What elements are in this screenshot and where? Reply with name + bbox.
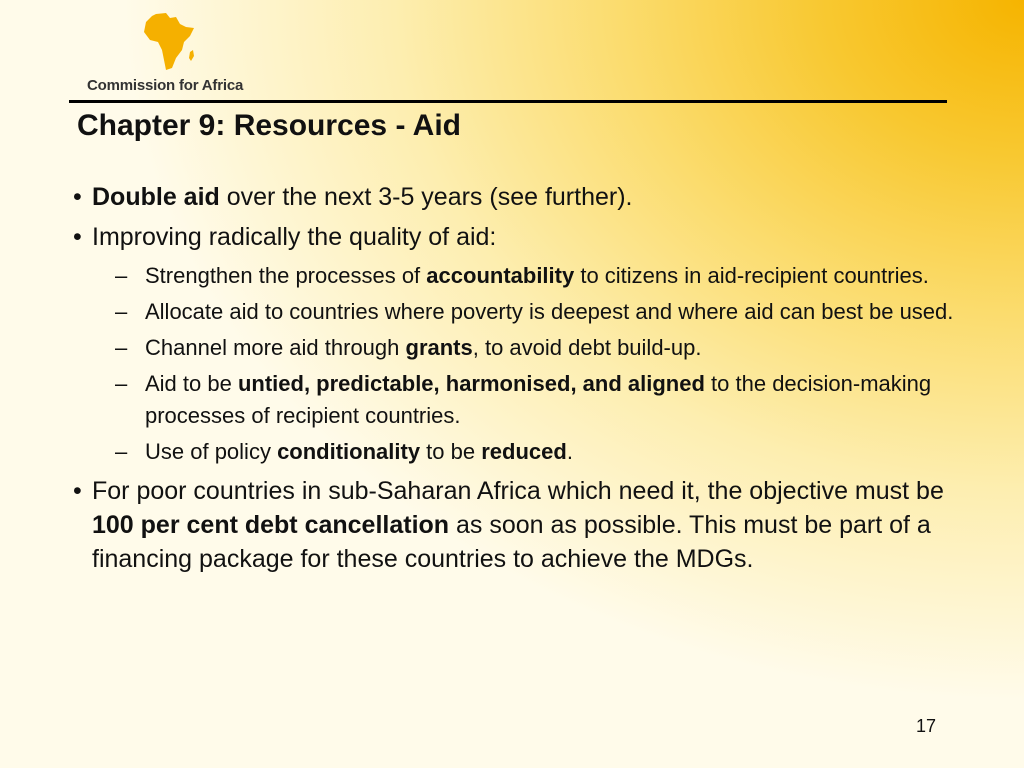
- sub-bullet-list: [70, 260, 970, 468]
- sub-bold: conditionality: [277, 439, 421, 464]
- dash-marker: –: [115, 299, 128, 324]
- slide-body: [70, 180, 970, 582]
- sub-bold: accountability: [426, 263, 575, 288]
- page-number: 17: [915, 716, 936, 736]
- sub-text: Allocate aid to countries where poverty is deepest and where aid can best be used.: [145, 299, 954, 324]
- africa-continent-icon: [142, 12, 196, 72]
- dash-marker: –: [115, 371, 128, 396]
- dash-marker: –: [115, 335, 128, 360]
- sub-bullet-allocate: [70, 296, 960, 328]
- slide-title: Chapter 9: Resources - Aid: [77, 109, 461, 142]
- bullet-text: For poor countries in sub-Saharan Africa which need it, the objective must be: [92, 477, 944, 505]
- bullet-double-aid: [70, 180, 970, 214]
- dash-marker: –: [115, 439, 128, 464]
- sub-text: Channel more aid through: [145, 335, 406, 360]
- bullet-marker: •: [73, 477, 82, 505]
- sub-text: to the decision-making processes of recipient countries.: [145, 371, 932, 428]
- bullet-marker: •: [73, 183, 82, 211]
- sub-text: to be: [420, 439, 482, 464]
- bullet-bold: Double aid: [92, 183, 220, 211]
- sub-bold: untied, predictable, harmonised, and aligned: [237, 371, 705, 396]
- bullet-text: over the next 3-5 years (see further).: [219, 183, 633, 211]
- sub-text: Aid to be: [145, 371, 238, 396]
- sub-bullet-untied: [70, 368, 960, 432]
- sub-bullet-conditionality: [70, 436, 960, 468]
- bullet-text: Improving radically the quality of aid:: [92, 223, 497, 251]
- bullet-bold: 100 per cent debt cancellation: [92, 511, 450, 539]
- sub-bold: grants: [405, 335, 473, 360]
- sub-bullet-accountability: [70, 260, 960, 292]
- bullet-debt-cancellation: [70, 474, 970, 576]
- sub-text: Strengthen the processes of: [145, 263, 427, 288]
- bullet-marker: •: [73, 223, 82, 251]
- logo-text: Commission for Africa: [87, 77, 244, 94]
- sub-bold: reduced: [481, 439, 567, 464]
- commission-logo: [80, 12, 280, 100]
- bullet-improving-quality: [70, 220, 970, 254]
- sub-text: , to avoid debt build-up.: [472, 335, 702, 360]
- dash-marker: –: [115, 263, 128, 288]
- sub-text: to citizens in aid-recipient countries.: [574, 263, 929, 288]
- bullet-text: as soon as possible. This must be part of a financing package for these countries to achieve the MDGs.: [92, 511, 931, 573]
- header-rule: [69, 100, 947, 103]
- sub-text: Use of policy: [145, 439, 278, 464]
- sub-text: .: [566, 439, 573, 464]
- sub-bullet-grants: [70, 332, 960, 364]
